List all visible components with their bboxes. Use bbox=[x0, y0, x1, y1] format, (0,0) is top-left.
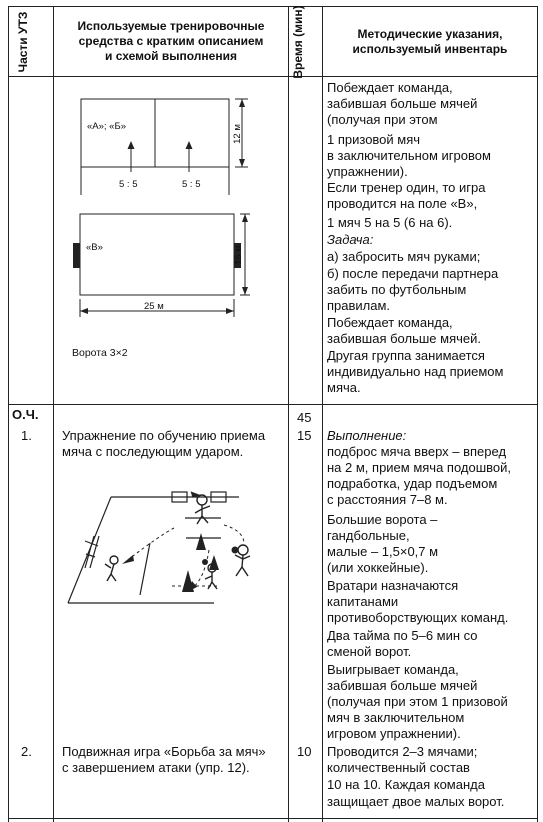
note-line: Выполнение: bbox=[327, 428, 407, 443]
note-line: 10 на 10. Каждая команда bbox=[327, 777, 485, 792]
table-right-border bbox=[537, 6, 538, 822]
note-line: Проводится 2–3 мячами; bbox=[327, 744, 478, 759]
note-line: забившая больше мячей. bbox=[327, 331, 481, 346]
time-item2: 10 bbox=[297, 744, 312, 759]
item1-number: 1. bbox=[21, 428, 32, 443]
note-line: Выигрывает команда, bbox=[327, 662, 459, 677]
note-line: Если тренер один, то игра bbox=[327, 180, 486, 195]
note-line: в заключительном игровом bbox=[327, 148, 491, 163]
note-line: с расстояния 7–8 м. bbox=[327, 492, 448, 507]
note-line: индивидуально над приемом bbox=[327, 364, 504, 379]
header-tools-line1: Используемые тренировочные bbox=[77, 19, 265, 33]
section-label: О.Ч. bbox=[12, 407, 39, 422]
gates-label: Ворота 3×2 bbox=[72, 347, 128, 359]
time-total: 45 bbox=[297, 410, 312, 425]
item2-number: 2. bbox=[21, 744, 32, 759]
item1-line2: мяча с последующим ударом. bbox=[62, 444, 244, 459]
header-tools-line2: средства с кратким описанием bbox=[78, 34, 264, 48]
note-line: забить по футбольным bbox=[327, 282, 467, 297]
note-line: Два тайма по 5–6 мин со bbox=[327, 628, 478, 643]
note-line: подработка, удар подъемом bbox=[327, 476, 498, 491]
table-left-border bbox=[8, 6, 9, 822]
column-divider-3 bbox=[322, 6, 323, 822]
note-line: на 2 м, прием мяча подошвой, bbox=[327, 460, 512, 475]
zone-ab-label: «А»; «Б» bbox=[87, 121, 126, 132]
note-line: 1 мяч 5 на 5 (6 на 6). bbox=[327, 215, 453, 230]
note-line: противоборствующих команд. bbox=[327, 610, 509, 625]
row-divider bbox=[8, 404, 538, 405]
time-item1: 15 bbox=[297, 428, 312, 443]
exercise-illustration bbox=[54, 470, 288, 610]
note-line: 1 призовой мяч bbox=[327, 132, 421, 147]
note-line: Задача: bbox=[327, 232, 374, 247]
note-line: а) забросить мяч руками; bbox=[327, 249, 481, 264]
note-line: капитанами bbox=[327, 594, 399, 609]
header-time: Время (мин) bbox=[291, 5, 305, 79]
header-notes-line1: Методические указания, bbox=[357, 27, 503, 41]
note-line: подброс мяча вверх – вперед bbox=[327, 444, 507, 459]
note-line: игровом упражнении). bbox=[327, 726, 461, 741]
score-left-label: 5 : 5 bbox=[119, 179, 138, 190]
note-line: (получая при этом bbox=[327, 112, 438, 127]
note-line: забившая больше мячей bbox=[327, 96, 478, 111]
note-line: Побеждает команда, bbox=[327, 315, 453, 330]
height-15m-label: 15 м bbox=[233, 245, 244, 265]
zone-v-label: «В» bbox=[86, 242, 103, 253]
table-top-border bbox=[8, 6, 538, 7]
header-notes-line2: используемый инвентарь bbox=[352, 42, 508, 56]
note-line: малые – 1,5×0,7 м bbox=[327, 544, 439, 559]
note-line: Другая группа занимается bbox=[327, 348, 485, 363]
width-12m-label: 12 м bbox=[232, 124, 243, 144]
score-right-label: 5 : 5 bbox=[182, 179, 201, 190]
note-line: мяча. bbox=[327, 380, 361, 395]
header-parts: Части УТЗ bbox=[16, 11, 30, 73]
note-line: забившая больше мячей bbox=[327, 678, 478, 693]
note-line: гандбольные, bbox=[327, 528, 410, 543]
note-line: Большие ворота – bbox=[327, 512, 438, 527]
note-line: мяч в заключительном bbox=[327, 710, 465, 725]
note-line: б) после передачи партнера bbox=[327, 266, 499, 281]
header-tools-line3: и схемой выполнения bbox=[105, 49, 237, 63]
note-line: (получая при этом 1 призовой bbox=[327, 694, 508, 709]
note-line: сменой ворот. bbox=[327, 644, 412, 659]
note-line: количественный состав bbox=[327, 760, 470, 775]
table-bottom-border bbox=[8, 818, 538, 819]
note-line: защищает двое малых ворот. bbox=[327, 794, 505, 809]
item2-line2: с завершением атаки (упр. 12). bbox=[62, 760, 250, 775]
note-line: Вратари назначаются bbox=[327, 578, 459, 593]
note-line: Побеждает команда, bbox=[327, 80, 453, 95]
note-line: (или хоккейные). bbox=[327, 560, 429, 575]
item2-line1: Подвижная игра «Борьба за мяч» bbox=[62, 744, 266, 759]
length-25m-label: 25 м bbox=[144, 301, 164, 312]
note-line: упражнении). bbox=[327, 164, 408, 179]
column-divider-2 bbox=[288, 6, 289, 822]
item1-line1: Упражнение по обучению приема bbox=[62, 428, 266, 443]
note-line: проводится на поле «В», bbox=[327, 196, 478, 211]
note-line: правилам. bbox=[327, 298, 391, 313]
